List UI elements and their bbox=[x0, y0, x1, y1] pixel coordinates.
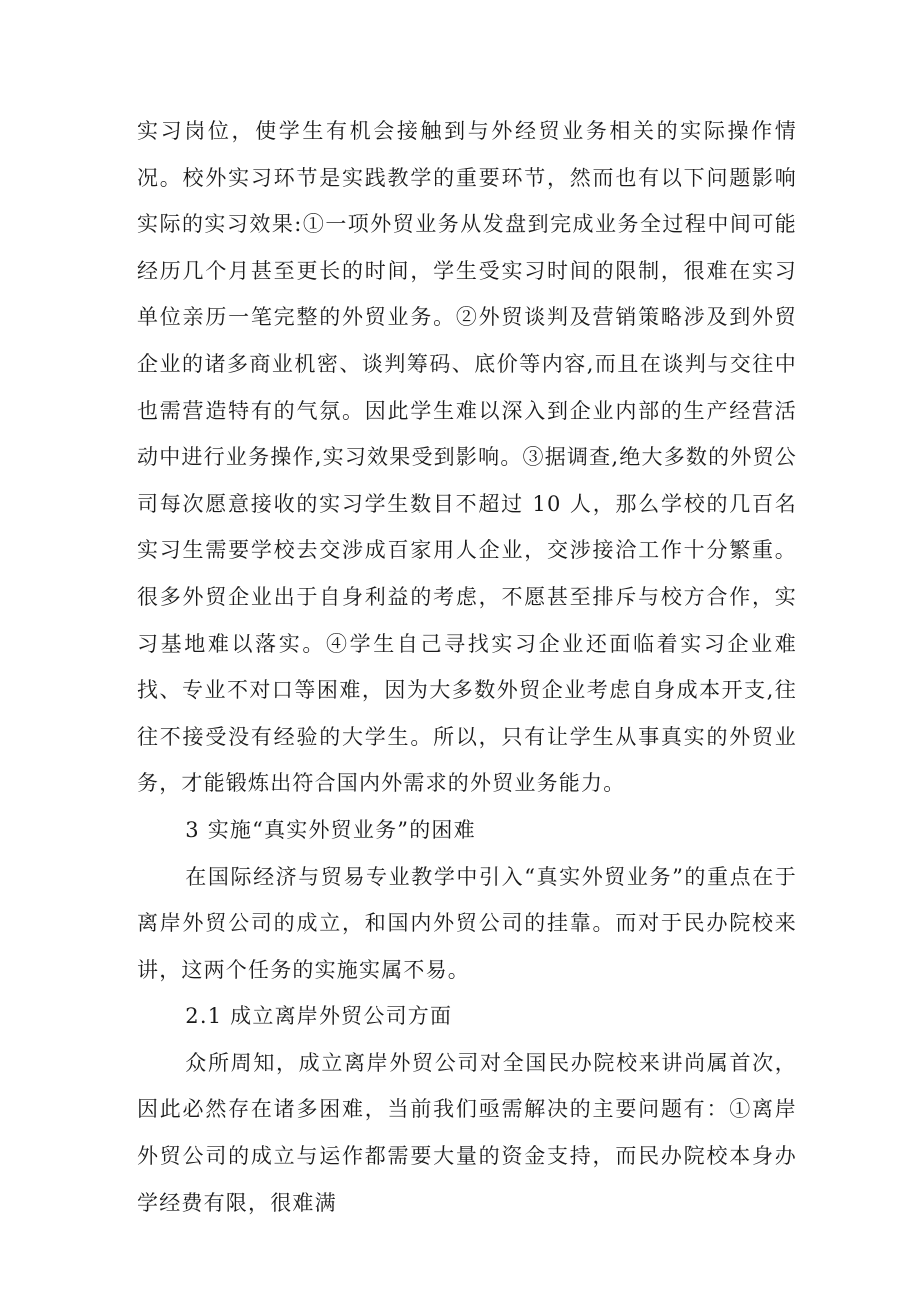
paragraph-offshore-company-problems: 众所周知，成立离岸外贸公司对全国民办院校来讲尚属首次，因此必然存在诸多困难，当前我们亟需解决的主要问题有：①离岸外贸公司的成立与运作都需要大量的资金支持，而民办院校本身办学经费有限，很难满 bbox=[137, 1050, 797, 1215]
subsection-heading-offshore-company: 2.1 成立离岸外贸公司方面 bbox=[185, 1004, 453, 1029]
section-heading-difficulties: 3 实施“真实外贸业务”的困难 bbox=[185, 817, 476, 842]
paragraph-real-business-focus: 在国际经济与贸易专业教学中引入“真实外贸业务”的重点在于离岸外贸公司的成立，和国内外贸公司的挂靠。而对于民办院校来讲，这两个任务的实施实属不易。 bbox=[137, 864, 797, 982]
paragraph-internship-problems: 实习岗位，使学生有机会接触到与外经贸业务相关的实际操作情况。校外实习环节是实践教学的重要环节，然而也有以下问题影响实际的实习效果:①一项外贸业务从发盘到完成业务全过程中间可能经历几个月甚至更长的时间，学生受实习时间的限制，很难在实习单位亲历一笔完整的外贸业务。②外贸谈判及营销策略涉及到外贸企业的诸多商业机密、谈判筹码、底价等内容,而且在谈判与交往中也需营造特有的气氛。因此学生难以深入到企业内部的生产经营活动中进行业务操作,实习效果受到影响。③据调查,绝大多数的外贸公司每次愿意接收的实习学生数目不超过 10 人，那么学校的几百名实习生需要学校去交涉成百家用人企业，交涉接洽工作十分繁重。很多外贸企业出于自身利益的考虑，不愿甚至排斥与校方合作，实习基地难以落实。④学生自己寻找实习企业还面临着实习企业难找、专业不对口等困难，因为大多数外贸企业考虑自身成本开支,往往不接受没有经验的大学生。所以，只有让学生从事真实的外贸业务，才能锻炼出符合国内外需求的外贸业务能力。 bbox=[137, 119, 797, 796]
document-body bbox=[137, 108, 797, 1226]
